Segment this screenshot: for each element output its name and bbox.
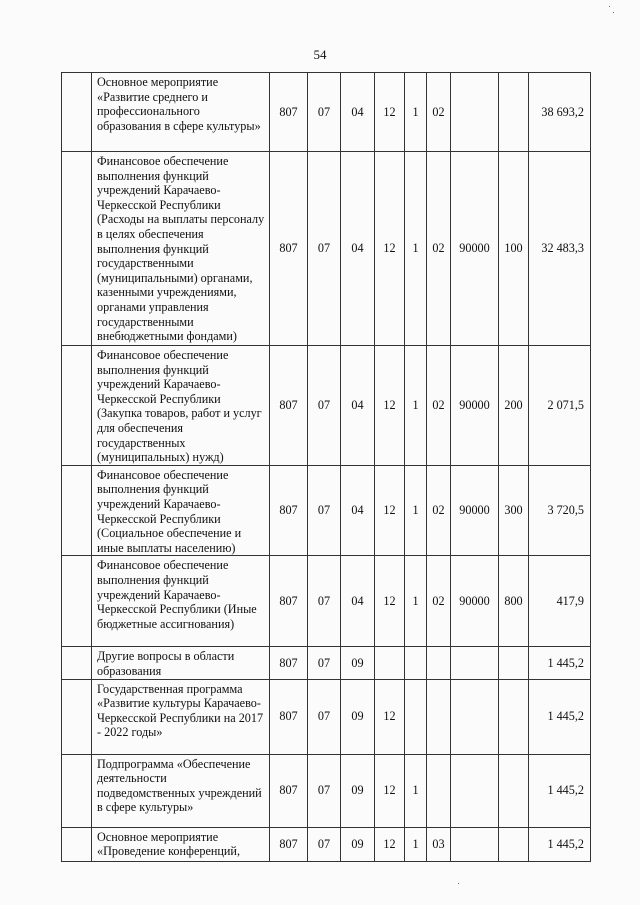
ved-cell: 807: [270, 346, 308, 466]
ved-cell: 807: [270, 647, 308, 679]
blank-cell: [62, 754, 92, 827]
rz-cell: 07: [308, 827, 341, 861]
cs3-cell: 02: [427, 556, 451, 647]
pr-cell: 04: [341, 556, 375, 647]
vr-cell: 200: [499, 346, 529, 466]
pr-cell: 09: [341, 754, 375, 827]
scan-speck: [609, 6, 610, 7]
vr-cell: [499, 827, 529, 861]
cs3-cell: 02: [427, 346, 451, 466]
budget-table: [61, 72, 591, 862]
table-row: [62, 679, 591, 754]
cs2-cell: [405, 679, 427, 754]
rz-cell: 07: [308, 346, 341, 466]
item-name-cell: Финансовое обеспечение выполнения функций учреждений Карачаево-Черкесской Республики (Иные бюджетные ассигнования): [92, 556, 270, 647]
amount-cell: 1 445,2: [529, 679, 591, 754]
pr-cell: 04: [341, 465, 375, 556]
amount-cell: 1 445,2: [529, 827, 591, 861]
cs1-cell: 12: [375, 754, 405, 827]
amount-cell: 1 445,2: [529, 647, 591, 679]
cs4-cell: [451, 647, 499, 679]
cs4-cell: [451, 679, 499, 754]
table-row: [62, 647, 591, 679]
amount-cell: 1 445,2: [529, 754, 591, 827]
cs4-cell: 90000: [451, 556, 499, 647]
amount-cell: 32 483,3: [529, 152, 591, 346]
table-row: [62, 73, 591, 152]
blank-cell: [62, 679, 92, 754]
cs2-cell: 1: [405, 73, 427, 152]
ved-cell: 807: [270, 754, 308, 827]
blank-cell: [62, 647, 92, 679]
table-row: [62, 465, 591, 556]
item-name-cell: Государственная программа «Развитие культуры Карачаево-Черкесской Республики на 2017 - 2022 годы»: [92, 679, 270, 754]
rz-cell: 07: [308, 152, 341, 346]
cs2-cell: 1: [405, 754, 427, 827]
cs3-cell: 02: [427, 73, 451, 152]
cs1-cell: 12: [375, 465, 405, 556]
vr-cell: [499, 73, 529, 152]
cs2-cell: [405, 647, 427, 679]
blank-cell: [62, 556, 92, 647]
vr-cell: [499, 754, 529, 827]
table-row: [62, 556, 591, 647]
item-name-cell: Финансовое обеспечение выполнения функций учреждений Карачаево-Черкесской Республики (Социальное обеспечение и иные выплаты населению): [92, 465, 270, 556]
amount-cell: 417,9: [529, 556, 591, 647]
cs3-cell: [427, 679, 451, 754]
item-name-cell: Основное мероприятие «Проведение конференций,: [92, 827, 270, 861]
cs2-cell: 1: [405, 346, 427, 466]
item-name-cell: Подпрограмма «Обеспечение деятельности подведомственных учреждений в сфере культуры»: [92, 754, 270, 827]
item-name-cell: Финансовое обеспечение выполнения функций учреждений Карачаево-Черкесской Республики (Расходы на выплаты персоналу в целях обеспечения выполнения функций государственными (муниципальными) органами, казенными учреждениями, органами управления государственными внебюджетными фондами): [92, 152, 270, 346]
vr-cell: 300: [499, 465, 529, 556]
cs1-cell: 12: [375, 346, 405, 466]
cs4-cell: [451, 827, 499, 861]
cs2-cell: 1: [405, 465, 427, 556]
cs2-cell: 1: [405, 556, 427, 647]
blank-cell: [62, 827, 92, 861]
pr-cell: 09: [341, 827, 375, 861]
cs1-cell: [375, 647, 405, 679]
cs4-cell: 90000: [451, 152, 499, 346]
rz-cell: 07: [308, 679, 341, 754]
cs3-cell: 02: [427, 152, 451, 346]
vr-cell: 800: [499, 556, 529, 647]
cs3-cell: 03: [427, 827, 451, 861]
blank-cell: [62, 152, 92, 346]
table-row: [62, 346, 591, 466]
page-number: 54: [313, 47, 327, 62]
ved-cell: 807: [270, 827, 308, 861]
blank-cell: [62, 73, 92, 152]
vr-cell: 100: [499, 152, 529, 346]
rz-cell: 07: [308, 465, 341, 556]
rz-cell: 07: [308, 73, 341, 152]
rz-cell: 07: [308, 556, 341, 647]
scan-speck: [613, 12, 614, 13]
table-body: [62, 73, 591, 862]
ved-cell: 807: [270, 73, 308, 152]
cs4-cell: [451, 73, 499, 152]
cs1-cell: 12: [375, 152, 405, 346]
rz-cell: 07: [308, 754, 341, 827]
item-name-cell: Основное мероприятие «Развитие среднего и профессионального образования в сфере культуры»: [92, 73, 270, 152]
ved-cell: 807: [270, 465, 308, 556]
item-name-cell: Финансовое обеспечение выполнения функций учреждений Карачаево-Черкесской Республики (Закупка товаров, работ и услуг для обеспечения государственных (муниципальных) нужд): [92, 346, 270, 466]
amount-cell: 3 720,5: [529, 465, 591, 556]
pr-cell: 04: [341, 346, 375, 466]
pr-cell: 09: [341, 679, 375, 754]
blank-cell: [62, 346, 92, 466]
table-row: [62, 754, 591, 827]
ved-cell: 807: [270, 556, 308, 647]
amount-cell: 38 693,2: [529, 73, 591, 152]
ved-cell: 807: [270, 679, 308, 754]
ved-cell: 807: [270, 152, 308, 346]
cs3-cell: 02: [427, 465, 451, 556]
table-row: [62, 827, 591, 861]
rz-cell: 07: [308, 647, 341, 679]
scan-speck: [458, 883, 459, 884]
cs4-cell: [451, 754, 499, 827]
cs4-cell: 90000: [451, 346, 499, 466]
vr-cell: [499, 679, 529, 754]
blank-cell: [62, 465, 92, 556]
cs1-cell: 12: [375, 73, 405, 152]
pr-cell: 09: [341, 647, 375, 679]
vr-cell: [499, 647, 529, 679]
cs3-cell: [427, 647, 451, 679]
item-name-cell: Другие вопросы в области образования: [92, 647, 270, 679]
pr-cell: 04: [341, 73, 375, 152]
cs1-cell: 12: [375, 827, 405, 861]
pr-cell: 04: [341, 152, 375, 346]
amount-cell: 2 071,5: [529, 346, 591, 466]
cs1-cell: 12: [375, 679, 405, 754]
cs1-cell: 12: [375, 556, 405, 647]
cs2-cell: 1: [405, 152, 427, 346]
cs2-cell: 1: [405, 827, 427, 861]
cs3-cell: [427, 754, 451, 827]
table-row: [62, 152, 591, 346]
cs4-cell: 90000: [451, 465, 499, 556]
